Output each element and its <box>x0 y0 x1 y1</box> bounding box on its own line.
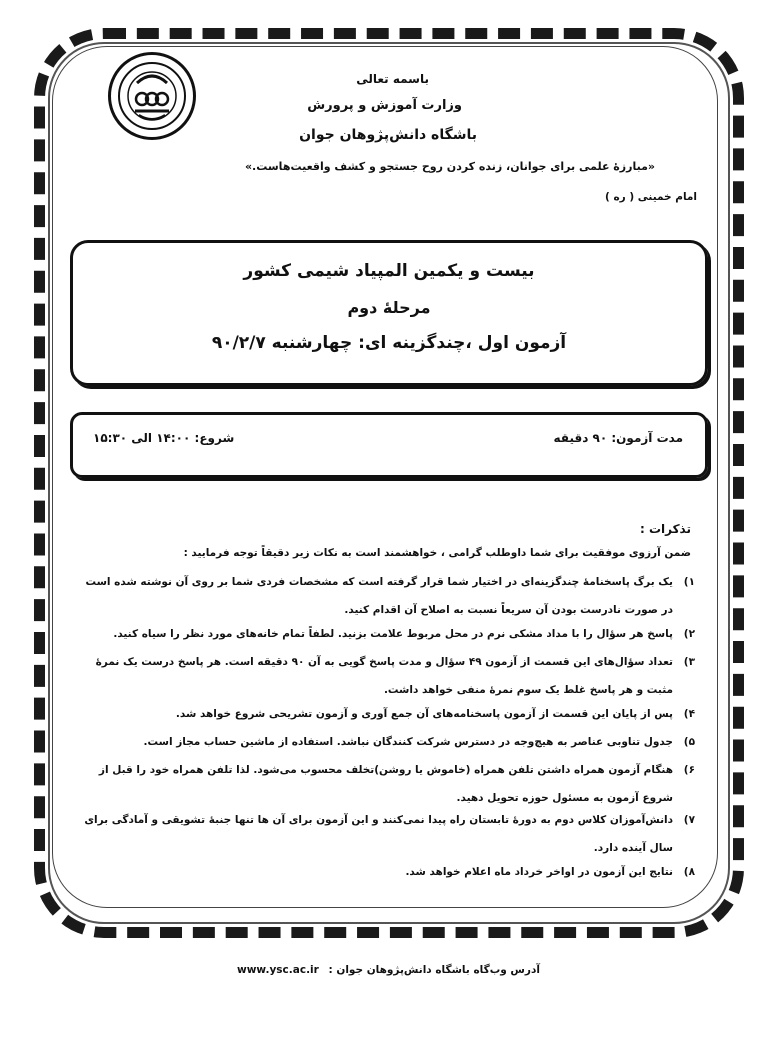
note-item <box>83 858 695 886</box>
note-number: ۴) <box>683 708 695 720</box>
note-number: ۶) <box>683 764 695 776</box>
note-number: ۱) <box>683 576 695 588</box>
ministry-name: وزارت آموزش و پرورش <box>307 98 462 113</box>
note-item <box>83 648 695 704</box>
footer <box>0 964 777 976</box>
notes-intro: ضمن آرزوی موفقیت برای شما داوطلب گرامی ، خواهشمند است به نکات زیر دقیقاً توجه فرمایید : <box>183 547 691 559</box>
motto-quote: «مبارزهٔ علمی برای جوانان، زنده کردن روح جستجو و کشف واقعیت‌هاست.» <box>244 160 655 173</box>
exam-start-time: شروع: ۱۴:۰۰ الی ۱۵:۳۰ <box>93 431 235 445</box>
exam-info-box <box>70 412 708 478</box>
notes-heading: تذکرات : <box>639 522 691 536</box>
note-number: ۵) <box>683 736 695 748</box>
note-text: دانش‌آموزان کلاس دوم به دورهٔ تابستان راه پیدا نمی‌کنند و این آزمون برای آن ها تنها جنبهٔ تشویقی و آمادگی برای سال آینده دارد. <box>84 814 673 854</box>
note-number: ۸) <box>683 866 695 878</box>
note-item <box>83 620 695 648</box>
olympiad-title: بیست و یکمین المپیاد شیمی کشور <box>243 261 535 281</box>
logo-emblem-icon <box>115 59 189 133</box>
quote-attribution: امام خمینی ( ره ) <box>604 191 697 203</box>
exam-title: آزمون اول ،چندگزینه ای: چهارشنبه ۹۰/۲/۷ <box>211 333 567 353</box>
club-name: باشگاه دانش‌پژوهان جوان <box>299 127 477 143</box>
footer-label: آدرس وب‌گاه باشگاه دانش‌پژوهان جوان : <box>328 964 540 976</box>
note-text: جدول تناوبی عناصر به هیچ‌وجه در دسترس شرکت کنندگان نباشد. استفاده از ماشین حساب مجاز است. <box>143 736 673 748</box>
note-text: تعداد سؤال‌های این قسمت از آزمون ۴۹ سؤال و مدت پاسخ گویی به آن ۹۰ دقیقه است. هر پاسخ درست یک نمرهٔ مثبت و هر پاسخ غلط یک سوم نمرهٔ منفی خواهد داشت. <box>95 656 673 696</box>
note-item <box>83 700 695 728</box>
note-text: نتایج این آزمون در اواخر خرداد ماه اعلام خواهد شد. <box>405 866 673 878</box>
note-item <box>83 806 695 862</box>
note-number: ۲) <box>683 628 695 640</box>
website-link[interactable]: www.ysc.ac.ir <box>237 964 319 976</box>
exam-duration: مدت آزمون: ۹۰ دقیقه <box>553 431 683 445</box>
stage-title: مرحلهٔ دوم <box>347 298 431 317</box>
note-text: هنگام آزمون همراه داشتن تلفن همراه (خاموش یا روشن)تخلف محسوب می‌شود. لذا تلفن همراه خود را قبل از شروع آزمون به مسئول حوزه تحویل دهید. <box>98 764 673 804</box>
note-item <box>83 756 695 812</box>
note-number: ۷) <box>683 814 695 826</box>
basmala: باسمه تعالی <box>356 72 429 86</box>
note-text: پس از پایان این قسمت از آزمون پاسخنامه‌های آن جمع آوری و آزمون تشریحی شروع خواهد شد. <box>175 708 673 720</box>
note-item <box>83 728 695 756</box>
note-text: یک برگ پاسخنامهٔ چندگزینه‌ای در اختیار شما قرار گرفته است که مشخصات فردی شما بر روی آن نوشته شده است در صورت نادرست بودن آن سریعاً نسبت به اصلاح آن اقدام کنید. <box>85 576 673 616</box>
title-box <box>70 240 708 386</box>
club-logo <box>108 52 196 140</box>
note-text: پاسخ هر سؤال را با مداد مشکی نرم در محل مربوط علامت بزنید. لطفاً تمام خانه‌های مورد نظر را سیاه کنید. <box>113 628 673 640</box>
note-item <box>83 568 695 624</box>
note-number: ۳) <box>683 656 695 668</box>
